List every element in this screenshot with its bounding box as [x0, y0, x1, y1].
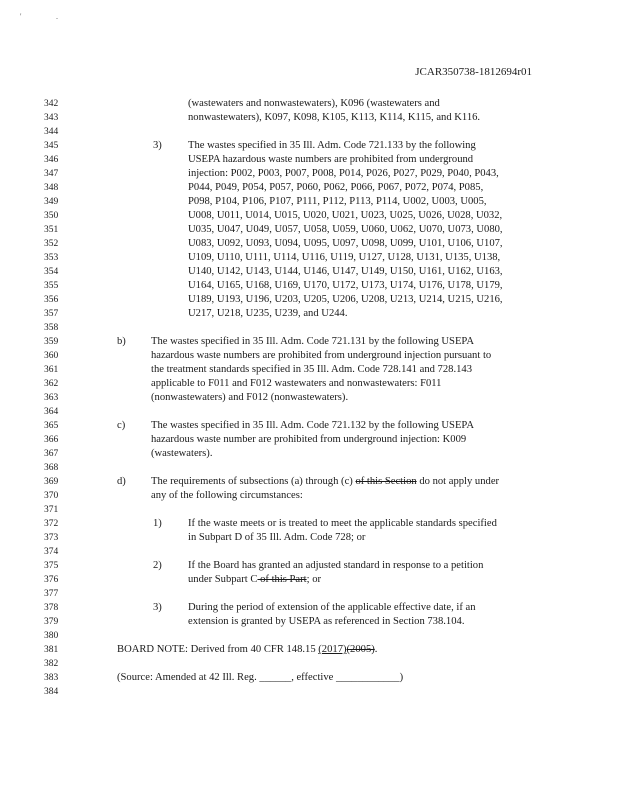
text-line-351: U035, U047, U049, U057, U058, U059, U060, U062, U070, U073, U080, [188, 224, 503, 235]
line-number: 352 [44, 239, 59, 249]
line-number: 370 [44, 491, 59, 501]
line-number: 358 [44, 323, 59, 333]
line-number: 383 [44, 673, 59, 683]
line-number: 353 [44, 253, 59, 263]
text-line-350: U008, U011, U014, U015, U020, U021, U023, U025, U026, U028, U032, [188, 210, 503, 221]
text-line-365: The wastes specified in 35 Ill. Adm. Code 721.132 by the following USEPA [151, 420, 474, 431]
subsection-label-d: d) [117, 476, 126, 487]
text-line-346: USEPA hazardous waste numbers are prohibited from underground [188, 154, 474, 165]
text-line-363: (nonwastewaters) and F012 (nonwastewaters). [151, 392, 349, 403]
line-number: 354 [44, 267, 59, 277]
item-label-d1: 1) [153, 518, 162, 529]
line-number: 369 [44, 477, 59, 487]
item-label-d3: 3) [153, 602, 162, 613]
struck-text: of this Section [355, 476, 417, 487]
source-note: (Source: Amended at 42 Ill. Reg. ______, effective ____________) [117, 672, 404, 683]
line-number: 371 [44, 505, 59, 515]
text-line-375: If the Board has granted an adjusted standard in response to a petition [188, 560, 484, 571]
board-note: BOARD NOTE: Derived from 40 CFR 148.15 (2017)(2005). [117, 644, 378, 655]
line-number: 374 [44, 547, 59, 557]
scan-mark: ' [20, 12, 22, 21]
line-number: 356 [44, 295, 59, 305]
line-number: 362 [44, 379, 59, 389]
text-line-349: P098, P104, P106, P107, P111, P112, P113, P114, U002, U003, U005, [188, 196, 487, 207]
struck-text: (2005) [346, 644, 375, 655]
text-line-362: applicable to F011 and F012 wastewaters and nonwastewaters: F011 [151, 378, 442, 389]
line-number: 346 [44, 155, 59, 165]
line-number: 379 [44, 617, 59, 627]
line-number: 382 [44, 659, 59, 669]
text-line-355: U164, U165, U168, U169, U170, U172, U173, U174, U176, U178, U179, [188, 280, 503, 291]
line-number: 350 [44, 211, 59, 221]
text-line-359: The wastes specified in 35 Ill. Adm. Code 721.131 by the following USEPA [151, 336, 474, 347]
line-number: 342 [44, 99, 59, 109]
line-number: 376 [44, 575, 59, 585]
line-number: 367 [44, 449, 59, 459]
line-number: 348 [44, 183, 59, 193]
struck-text: of this Part [257, 574, 307, 585]
line-number: 345 [44, 141, 59, 151]
text-line-367: (wastewaters). [151, 448, 213, 459]
subsection-label-c: c) [117, 420, 126, 431]
text-line-348: P044, P049, P054, P057, P060, P062, P066, P067, P072, P074, P085, [188, 182, 484, 193]
scan-mark: . [56, 12, 58, 21]
line-number: 347 [44, 169, 59, 179]
text-line-379: extension is granted by USEPA as referenced in Section 738.104. [188, 616, 465, 627]
text-line-357: U217, U218, U235, U239, and U244. [188, 308, 348, 319]
line-number: 377 [44, 589, 59, 599]
inserted-text: (2017) [318, 644, 347, 655]
item-label-d2: 2) [153, 560, 162, 571]
text-line-356: U189, U193, U196, U203, U205, U206, U208, U213, U214, U215, U216, [188, 294, 503, 305]
line-number: 366 [44, 435, 59, 445]
text-line-360: hazardous waste numbers are prohibited from underground injection pursuant to [151, 350, 492, 361]
text-line-345: The wastes specified in 35 Ill. Adm. Code 721.133 by the following [188, 140, 476, 151]
line-number: 373 [44, 533, 59, 543]
text-line-376: under Subpart C of this Part; or [188, 574, 322, 585]
text-line-353: U109, U110, U111, U114, U116, U119, U127, U128, U131, U135, U138, [188, 252, 501, 263]
text-line-347: injection: P002, P003, P007, P008, P014, P026, P027, P029, P040, P043, [188, 168, 499, 179]
document-id-header: JCAR350738-1812694r01 [415, 66, 532, 78]
text-line-352: U083, U092, U093, U094, U095, U097, U098, U099, U101, U106, U107, [188, 238, 503, 249]
line-number: 349 [44, 197, 59, 207]
line-number: 360 [44, 351, 59, 361]
line-number: 355 [44, 281, 59, 291]
text-line-343: nonwastewaters), K097, K098, K105, K113, K114, K115, and K116. [188, 112, 481, 123]
line-number: 361 [44, 365, 59, 375]
text-line-342: (wastewaters and nonwastewaters), K096 (wastewaters and [188, 98, 440, 109]
line-number: 365 [44, 421, 59, 431]
text-line-370: any of the following circumstances: [151, 490, 303, 501]
blank-field: ____________ [336, 672, 400, 683]
line-number: 357 [44, 309, 59, 319]
line-number: 380 [44, 631, 59, 641]
line-number: 384 [44, 687, 59, 697]
line-number: 375 [44, 561, 59, 571]
text-line-361: the treatment standards specified in 35 Ill. Adm. Code 728.141 and 728.143 [151, 364, 472, 375]
line-number: 351 [44, 225, 59, 235]
text-line-373: in Subpart D of 35 Ill. Adm. Code 728; or [188, 532, 366, 543]
text-line-372: If the waste meets or is treated to meet the applicable standards specified [188, 518, 497, 529]
line-number: 363 [44, 393, 59, 403]
blank-field: ______ [259, 672, 292, 683]
text-line-354: U140, U142, U143, U144, U146, U147, U149, U150, U161, U162, U163, [188, 266, 503, 277]
subsection-label-b: b) [117, 336, 126, 347]
line-number: 372 [44, 519, 59, 529]
text-line-378: During the period of extension of the applicable effective date, if an [188, 602, 476, 613]
text-line-369: The requirements of subsections (a) through (c) of this Section do not apply under [151, 476, 500, 487]
line-number: 378 [44, 603, 59, 613]
item-label-3: 3) [153, 140, 162, 151]
line-number: 359 [44, 337, 59, 347]
line-number: 343 [44, 113, 59, 123]
line-number: 364 [44, 407, 59, 417]
line-number: 381 [44, 645, 59, 655]
text-line-366: hazardous waste number are prohibited from underground injection: K009 [151, 434, 467, 445]
line-number: 344 [44, 127, 59, 137]
line-number: 368 [44, 463, 59, 473]
